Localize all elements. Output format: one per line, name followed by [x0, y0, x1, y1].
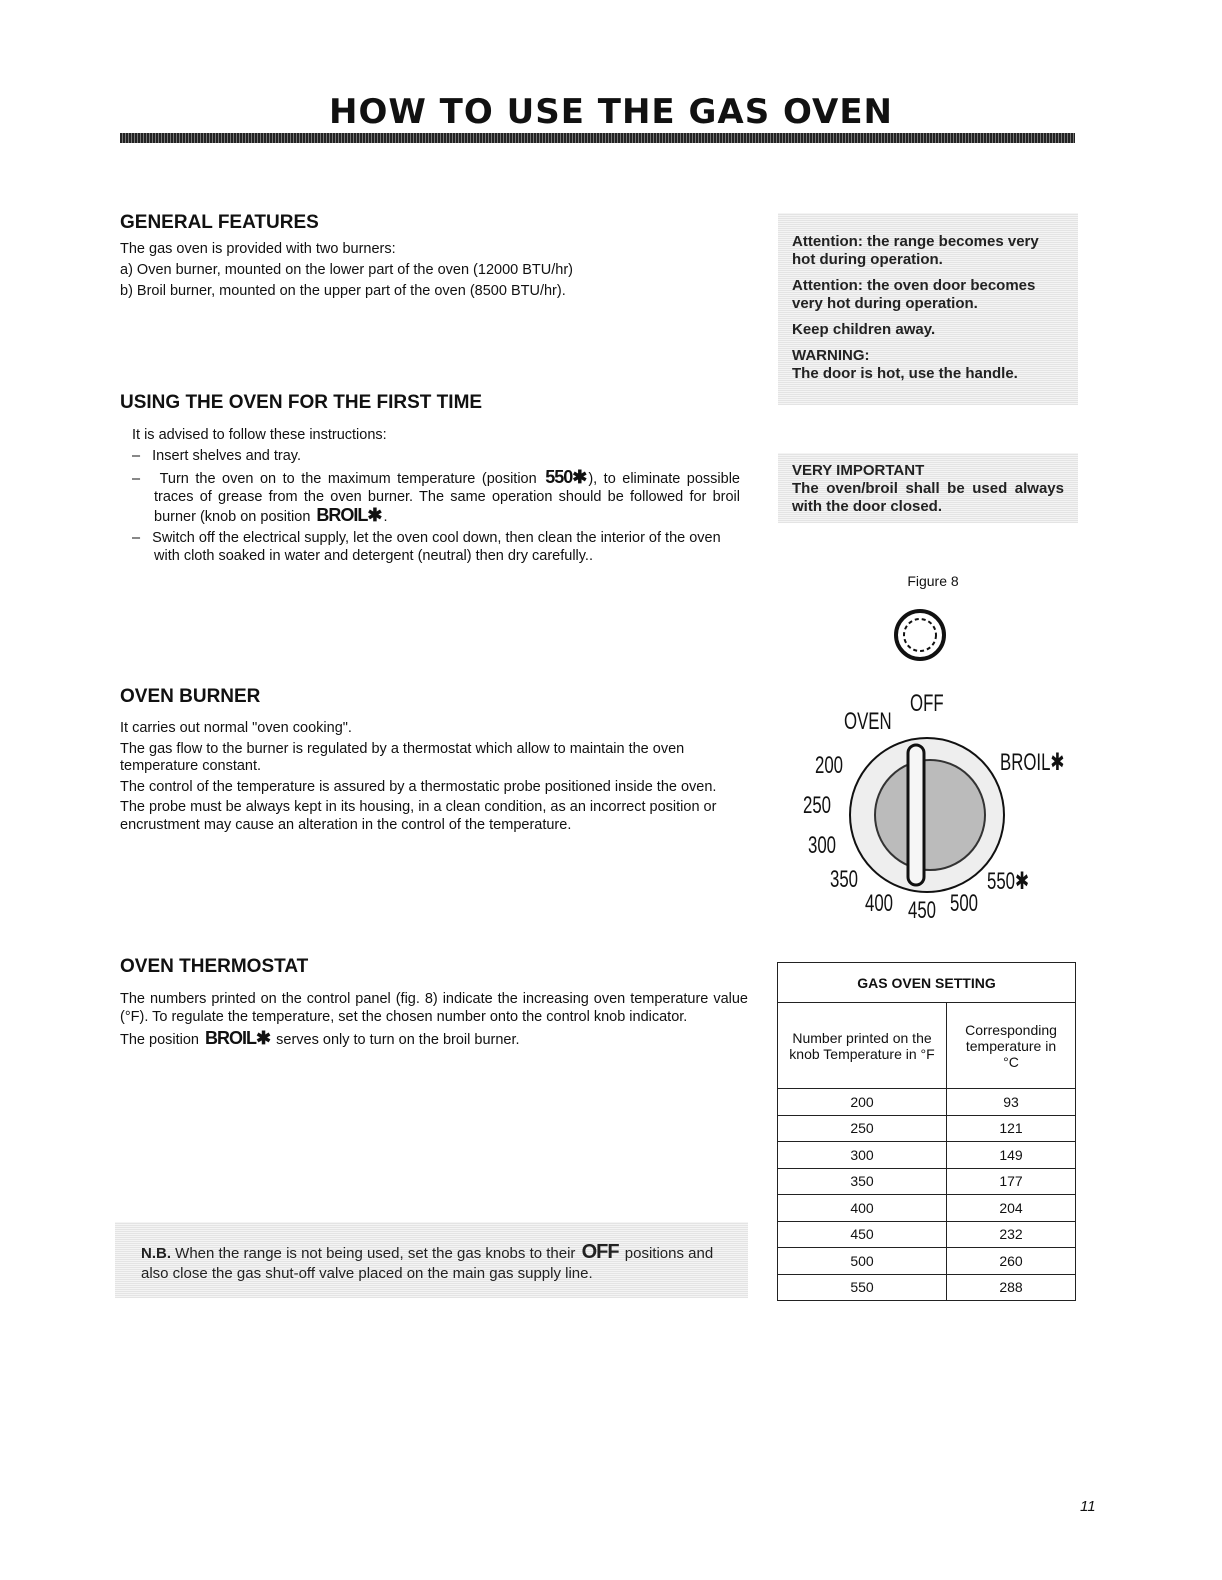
table-row: 350 177: [778, 1168, 1076, 1195]
dial-label-550: 550✱: [987, 868, 1030, 895]
text-line: b) Broil burner, mounted on the upper part of the oven (8500 BTU/hr).: [120, 283, 566, 299]
general-features-heading: GENERAL FEATURES: [120, 212, 319, 233]
important-box: VERY IMPORTANT The oven/broil shall be used always with the door closed.: [778, 453, 1078, 523]
text-line: The probe must be always kept in its housing, in a clean condition, as an incorrect position or encrustment may cause an alteration in the control of the temperature.: [120, 799, 717, 833]
first-time-heading: USING THE OVEN FOR THE FIRST TIME: [120, 392, 483, 413]
table-row: 250 121: [778, 1115, 1076, 1142]
general-features-text: [120, 240, 750, 303]
dial-label-500: 500: [950, 890, 979, 917]
page-title: HOW TO USE THE GAS OVEN: [328, 92, 894, 132]
knob-dial-icon: [850, 738, 1004, 892]
list-item: – Insert shelves and tray.: [132, 448, 301, 464]
page-number: 11: [1080, 1498, 1096, 1515]
dial-label-broil: BROIL✱: [1000, 749, 1065, 776]
table-row: 500 260: [778, 1248, 1076, 1275]
dial-label-450: 450: [908, 897, 937, 924]
dial-label-200: 200: [815, 752, 844, 779]
dial-label-400: 400: [865, 890, 894, 917]
gas-oven-setting-table: [777, 962, 1076, 1301]
text-line: The numbers printed on the control panel (fig. 8) indicate the increasing oven temperature value (°F). To regulate the temperature, set the chosen number onto the control knob indicator.: [120, 991, 748, 1025]
dial-label-off: OFF: [910, 690, 944, 717]
dial-label-300: 300: [808, 832, 837, 859]
knob-position-broil: BROIL✱: [316, 505, 382, 525]
figure-caption: Figure 8: [907, 573, 959, 589]
title-rule: [120, 133, 1075, 143]
list-item: – Turn the oven on to the maximum temperature (position 550✱ ), to eliminate possible traces of grease from the oven burner. The same operation should be followed for broil burner (knob on position BROIL✱ .: [132, 467, 740, 525]
table-title: GAS OVEN SETTING: [778, 963, 1076, 1003]
table-row: 550 288: [778, 1274, 1076, 1301]
text-line: It carries out normal "oven cooking".: [120, 720, 352, 736]
column-header-c: Corresponding temperature in °C: [947, 1003, 1076, 1089]
text-line: The gas flow to the burner is regulated by a thermostat which allow to maintain the oven temperature constant.: [120, 740, 685, 774]
oven-burner-text: [120, 720, 750, 837]
warning-box: Attention: the range becomes very hot during operation. Attention: the oven door becomes very hot during operation. Keep children away. WARNING: The door is hot, use the handle.: [778, 213, 1078, 405]
oven-thermostat-heading: OVEN THERMOSTAT: [120, 956, 309, 977]
text-line: It is advised to follow these instructions:: [132, 427, 387, 443]
column-header-f: Number printed on the knob Temperature in °F: [778, 1003, 947, 1089]
table-row: 200 93: [778, 1089, 1076, 1116]
table-row: 300 149: [778, 1142, 1076, 1169]
table-row: 400 204: [778, 1195, 1076, 1222]
text-line: The gas oven is provided with two burners:: [120, 241, 396, 257]
dial-label-250: 250: [803, 792, 832, 819]
first-time-text: [132, 426, 740, 568]
text-line: The control of the temperature is assured by a thermostatic probe positioned inside the oven.: [120, 778, 717, 795]
nb-note-box: N.B. When the range is not being used, set the gas knobs to their OFF positions and also close the gas shut-off valve placed on the main gas supply line.: [115, 1222, 748, 1298]
text-line: a) Oven burner, mounted on the lower part of the oven (12000 BTU/hr): [120, 262, 573, 278]
knob-position-off: OFF: [581, 1241, 619, 1263]
oven-thermostat-text: The numbers printed on the control panel (fig. 8) indicate the increasing oven temperature value (°F). To regulate the temperature, set the chosen number onto the control knob indicator. The position BROIL✱ serves only to turn on the broil burner.: [120, 991, 748, 1048]
table-row: 450 232: [778, 1221, 1076, 1248]
knob-position-550: 550✱: [545, 467, 587, 487]
list-item: – Switch off the electrical supply, let the oven cool down, then clean the interior of the oven with cloth soaked in water and detergent (neutral) then dry carefully..: [132, 530, 721, 564]
oven-symbol-icon: [896, 611, 944, 659]
dial-label-oven: OVEN: [844, 708, 892, 735]
oven-burner-heading: OVEN BURNER: [120, 686, 261, 707]
knob-position-broil: BROIL✱: [205, 1028, 271, 1048]
dial-label-350: 350: [830, 866, 859, 893]
